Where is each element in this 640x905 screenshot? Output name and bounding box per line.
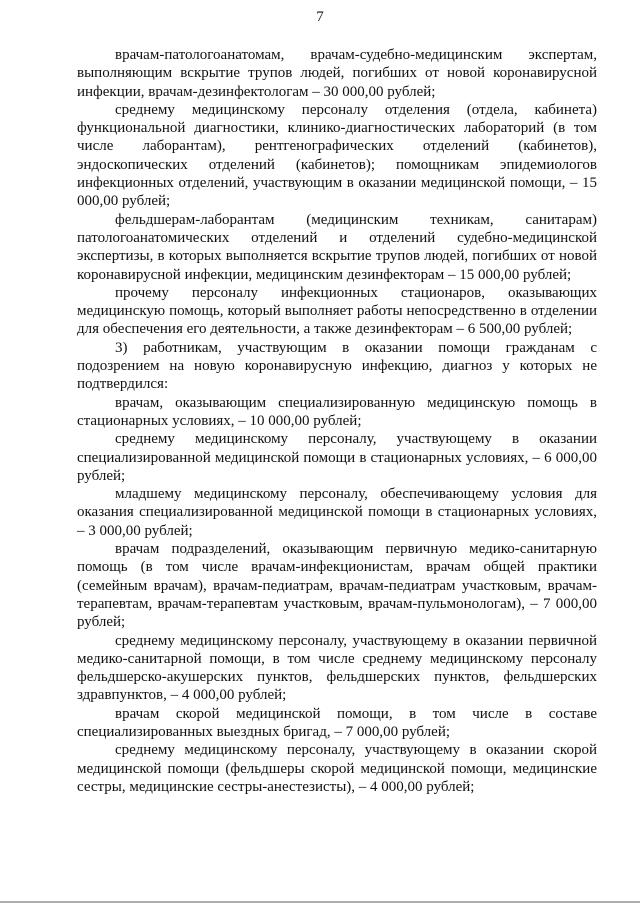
document-body: [77, 46, 597, 796]
paragraph-laboratory-feldshers: фельдшерам-лаборантам (медицинским техникам, санитарам) патологоанатомических отделений и отделений судебно-медицинской экспертизы, в которых выполняется вскрытие трупов людей, погибших от новой коронавирусной инфекции, медицинским дезинфекторам – 15 000,00 рублей;: [77, 211, 597, 283]
paragraph-inpatient-nurses: среднему медицинскому персоналу, участвующему в оказании специализированной медицинской помощи в стационарных условиях, – 6 000,00 рублей;: [77, 431, 597, 484]
paragraph-functional-diagnostics-staff: среднему медицинскому персоналу отделения (отдела, кабинета) функциональной диагностики, клинико-диагностических лабораторий (в том числе лаборантам), рентгенографических отделений (кабинетов), эндоскопических отделений (кабинетов); помощникам эпидемиологов инфекционных отделений, участвующим в оказании медицинской помощи, – 15 000,00 рублей;: [77, 101, 597, 210]
paragraph-inpatient-junior-staff: младшему медицинскому персоналу, обеспечивающему условия для оказания специализированной медицинской помощи в стационарных условиях, – 3 000,00 рублей;: [77, 486, 597, 539]
paragraph-item-3-heading: 3) работникам, участвующим в оказании помощи гражданам с подозрением на новую коронавирусную инфекцию, диагноз у которых не подтвердился:: [77, 339, 597, 393]
paragraph-other-staff: прочему персоналу инфекционных стационаров, оказывающих медицинскую помощь, который выполняет работы непосредственно в отделении для обеспечения его деятельности, а также дезинфекторам – 6 500,00 рублей;: [77, 284, 597, 338]
paragraph-inpatient-doctors: врачам, оказывающим специализированную медицинскую помощь в стационарных условиях, – 10 000,00 рублей;: [77, 394, 597, 429]
paragraph-primary-care-nurses: среднему медицинскому персоналу, участвующему в оказании первичной медико-санитарной помощи, в том числе среднему медицинскому персоналу фельдшерско-акушерских пунктов, фельдшерских пунктов, фельдшерских здравпунктов, – 4 000,00 рублей;: [77, 632, 597, 704]
page-number: 7: [316, 9, 324, 25]
paragraph-pathologists: врачам-патологоанатомам, врачам-судебно-медицинским экспертам, выполняющим вскрытие трупов людей, погибших от новой коронавирусной инфекции, врачам-дезинфектологам – 30 000,00 рублей;: [77, 47, 597, 100]
paragraph-ambulance-doctors: врачам скорой медицинской помощи, в том числе в составе специализированных выездных бригад, – 7 000,00 рублей;: [77, 705, 597, 740]
scan-bottom-edge: [0, 901, 640, 903]
paragraph-ambulance-nurses: среднему медицинскому персоналу, участвующему в оказании скорой медицинской помощи (фельдшеры скорой медицинской помощи, медицинские сестры, медицинские сестры-анестезисты), – 4 000,00 рублей;: [77, 742, 597, 795]
paragraph-primary-care-doctors: врачам подразделений, оказывающим первичную медико-санитарную помощь (в том числе врачам-инфекционистам, врачам общей практики (семейным врачам), врачам-педиатрам, врачам-педиатрам участковым, врачам-терапевтам, врачам-терапевтам участковым, врачам-пульмонологам), – 7 000,00 рублей;: [77, 541, 597, 631]
